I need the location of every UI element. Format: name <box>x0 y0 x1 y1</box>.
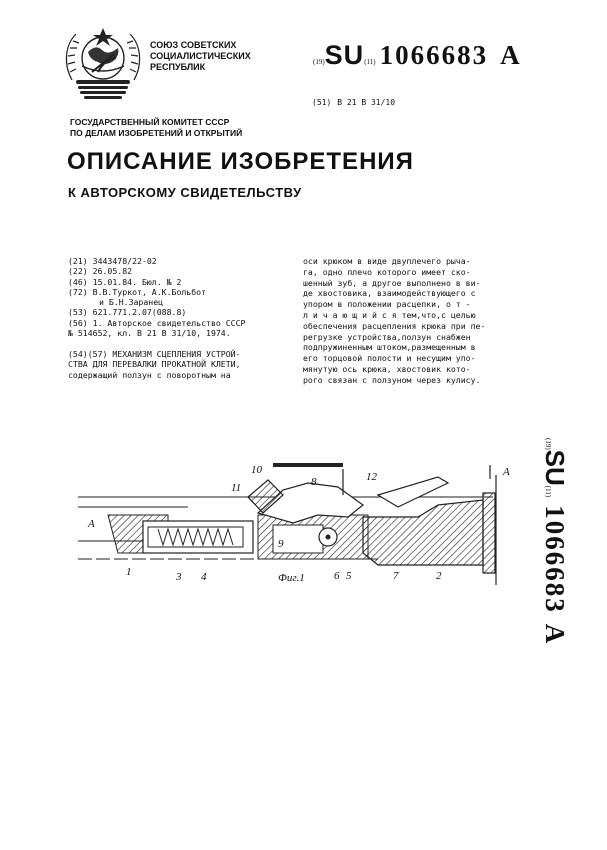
claim-line: (54)(57) МЕХАНИЗМ СЦЕПЛЕНИЯ УСТРОЙ- <box>68 349 241 359</box>
claim-line: регрузке устройства,ползун снабжен <box>303 331 471 342</box>
document-title: ОПИСАНИЕ ИЗОБРЕТЕНИЯ <box>67 148 414 175</box>
biblio-line: (22) 26.05.82 <box>68 266 133 277</box>
slider-body <box>108 515 368 559</box>
ipc-classification <box>312 98 401 107</box>
label-a-right: A <box>503 466 510 478</box>
technical-drawing <box>78 455 518 590</box>
committee-line: ГОСУДАРСТВЕННЫЙ КОМИТЕТ СССР <box>70 117 230 127</box>
claim-line: мянутую ось крюка, хвостовик кото- <box>303 363 471 374</box>
country-name <box>150 40 251 73</box>
biblio-line: и Б.Н.Заранец <box>99 297 164 308</box>
claim-line: СТВА ДЛЯ ПЕРЕВАЛКИ ПРОКАТНОЙ КЛЕТИ, <box>68 359 241 370</box>
label-9: 9 <box>278 538 284 550</box>
claim-line: его торцовой полости и несущим упо- <box>303 353 476 364</box>
document-kind: A <box>540 623 570 644</box>
claim-line: га, одно плечо которого имеет ско- <box>303 266 471 277</box>
committee-name <box>70 117 242 139</box>
patent-number: 1066683 <box>540 505 570 614</box>
biblio-line: (72) В.В.Туркот, А.К.Больбот <box>68 286 207 297</box>
patent-number-block <box>313 40 520 71</box>
biblio-line: (46) 15.01.84. Бюл. № 2 <box>68 276 182 287</box>
claim-continuation <box>303 256 485 386</box>
biblio-line: № 514652, кл. В 21 В 31/10, 1974. <box>68 328 231 339</box>
coupling-head <box>363 465 496 585</box>
label-a-left: A <box>88 518 95 530</box>
country-code: SU <box>540 449 570 486</box>
label-5: 5 <box>346 570 352 582</box>
document-kind: A <box>500 40 520 70</box>
inid-code-11: (11) <box>544 485 552 498</box>
patent-number: 1066683 <box>379 40 489 70</box>
document-subtitle: К АВТОРСКОМУ СВИДЕТЕЛЬСТВУ <box>68 185 302 200</box>
label-12: 12 <box>366 471 377 483</box>
label-10: 10 <box>251 464 262 476</box>
country-line: РЕСПУБЛИК <box>150 62 206 72</box>
label-2: 2 <box>436 570 442 582</box>
label-8: 8 <box>311 476 317 488</box>
hook-lever <box>248 465 363 523</box>
claim-line: рого связан с ползуном через кулису. <box>303 374 481 385</box>
ussr-emblem <box>62 22 144 106</box>
claim-line: содержащий ползун с поворотным на <box>68 369 231 380</box>
claim-line: упором в положении расцепки, о т - <box>303 299 471 310</box>
country-line: СОЦИАЛИСТИЧЕСКИХ <box>150 51 251 61</box>
committee-line: ПО ДЕЛАМ ИЗОБРЕТЕНИЙ И ОТКРЫТИЙ <box>70 128 243 138</box>
bibliographic-data <box>68 256 245 338</box>
country-code: SU <box>324 40 365 70</box>
label-7: 7 <box>393 570 399 582</box>
biblio-line: (21) 3443478/22-02 <box>68 256 157 266</box>
ipc-value: В 21 В 31/10 <box>337 98 396 107</box>
biblio-line: (53) 621.771.2.07(088.8) <box>68 307 187 318</box>
label-4: 4 <box>201 571 207 583</box>
vertical-patent-number <box>540 438 570 818</box>
claim-line: обеспечения расцепления крюка при пе- <box>303 320 486 331</box>
claim-line: л и ч а ю щ и й с я тем,что,с целью <box>303 309 476 320</box>
claim-line: подпружиненным штоком,размещенным в <box>303 342 476 353</box>
claim-start <box>68 349 241 380</box>
label-6: 6 <box>334 570 340 582</box>
claim-line: де хвостовика, взаимодействующего с <box>303 288 476 299</box>
figure-caption: Фиг.1 <box>278 572 305 584</box>
claim-line: шенный зуб, а другое выполнено в ви- <box>303 277 481 288</box>
country-line: СОЮЗ СОВЕТСКИХ <box>150 40 237 50</box>
inid-code-51: (51) <box>312 98 332 107</box>
biblio-line: (56) 1. Авторское свидетельство СССР <box>68 317 246 328</box>
label-11: 11 <box>231 482 242 494</box>
inid-code-19: (19) <box>313 58 325 66</box>
claim-line: оси крюком в виде двуплечего рыча- <box>303 256 471 266</box>
inid-code-11: (11) <box>364 58 376 66</box>
inid-code-19: (19) <box>544 438 552 450</box>
label-3: 3 <box>176 571 182 583</box>
label-1: 1 <box>126 566 132 578</box>
